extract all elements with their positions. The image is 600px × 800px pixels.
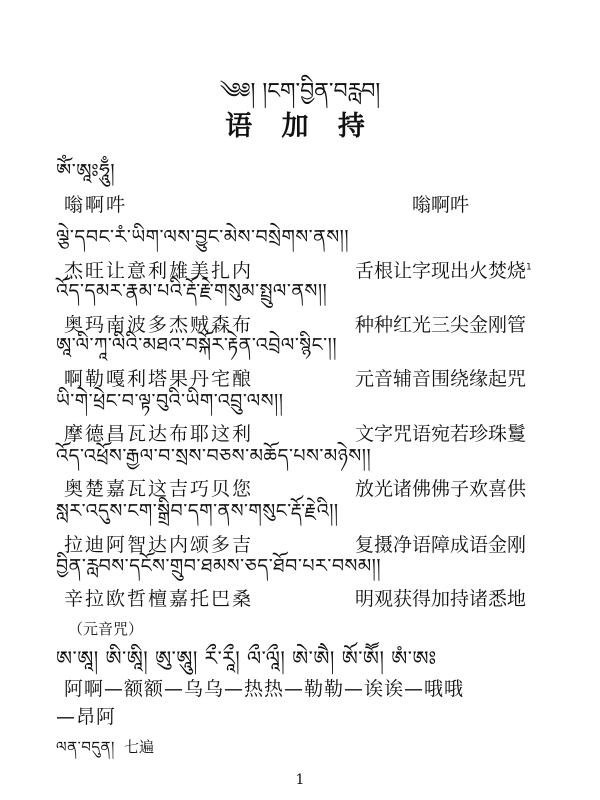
invocation-transliteration: 嗡啊吽 (64, 194, 128, 216)
verse-3-tibetan: ཨཱ་ལི་ཀཱ་ལིའི་མཐའ་བསྐོར་རྟེན་འབྲེལ་སྙིང་།། (56, 334, 338, 356)
invocation-translation: 嗡啊吽 (412, 194, 470, 216)
verse-1-translation (355, 262, 532, 281)
footnote-marker: 1 (526, 262, 532, 273)
repeat-count-tibetan: ལན་བདུན། (56, 738, 115, 756)
vowel-mantra-transliteration-line-2: —昂阿 (56, 706, 117, 728)
verse-2-translation: 种种红光三尖金刚管 (355, 314, 527, 336)
verse-6-transliteration: 拉迪阿智达内颂多吉 (64, 534, 254, 556)
verse-5-tibetan: འོད་འཕྲོས་རྒྱལ་བ་སྲས་བཅས་མཆོད་པས་མཉེས།། (56, 445, 372, 467)
verse-1-transliteration: 杰旺让意利雄美扎内 (64, 260, 254, 282)
verse-2-transliteration: 奥玛南波多杰贼森布 (64, 314, 254, 336)
verse-7-transliteration: 辛拉欧哲檀嘉托巴桑 (64, 588, 254, 610)
verse-7-translation: 明观获得加持诸悉地 (355, 588, 527, 610)
vowel-mantra-tibetan: ཨ་ཨཱ། ཨི་ཨཱི། ཨུ་ཨཱུ། རྀ་རཱྀ། ལྀ་ལཱྀ། ཨེ་ཨཻ། ཨོ་ཨཽ། ཨཾ་ཨཿ (56, 646, 437, 670)
chinese-title: 语 加 持 (225, 111, 375, 142)
verse-1-tibetan: ལྕེ་དབང་རཾ་ཡིག་ལས་བྱུང་མེས་བསྲེགས་ནས།། (56, 226, 350, 248)
verse-4-transliteration: 摩德昌瓦达布耶这利 (64, 423, 254, 445)
invocation-tibetan: ཨོཾ་ཨཱཿཧཱུྃ། (56, 160, 116, 182)
verse-1-translation-text: 舌根让字现出火焚烧 (355, 260, 527, 282)
repeat-count-chinese: 七遍 (124, 738, 155, 756)
verse-3-translation: 元音辅音围绕缘起咒 (355, 368, 527, 390)
verse-2-tibetan: འོད་དམར་རྣམ་པའི་རྡོ་རྗེ་གསུམ་སྤྲུལ་ནས།། (56, 280, 328, 302)
verse-6-translation: 复摄净语障成语金刚 (355, 534, 527, 556)
page-number: 1 (295, 772, 305, 788)
verse-6-tibetan: སླར་འདུས་ངག་སྒྲིབ་དག་ནས་གསུང་རྡོ་རྗེའི།། (56, 500, 339, 522)
vowel-mantra-transliteration-line-1: 阿啊—额额—乌乌—热热—勒勒—诶诶—哦哦 (64, 678, 465, 700)
verse-4-translation: 文字咒语宛若珍珠鬘 (355, 423, 527, 445)
tibetan-title: ༄༅། །ངག་བྱིན་བརླབ། (219, 79, 381, 104)
verse-3-transliteration: 啊勒嘎利塔果丹宅酿 (64, 368, 254, 390)
verse-5-translation: 放光诸佛佛子欢喜供 (355, 478, 527, 500)
verse-5-transliteration: 奥楚嘉瓦这吉巧贝您 (64, 478, 254, 500)
vowel-section-label: （元音咒） (68, 620, 144, 638)
verse-7-tibetan: བྱིན་རླབས་དངོས་གྲུབ་ཐམས་ཅད་ཐོབ་པར་བསམ།། (56, 555, 382, 577)
verse-4-tibetan: ཡི་གེ་ཕྲེང་བ་ལྟ་བུའི་ཡིག་འབྲུ་ལས།། (56, 390, 284, 412)
